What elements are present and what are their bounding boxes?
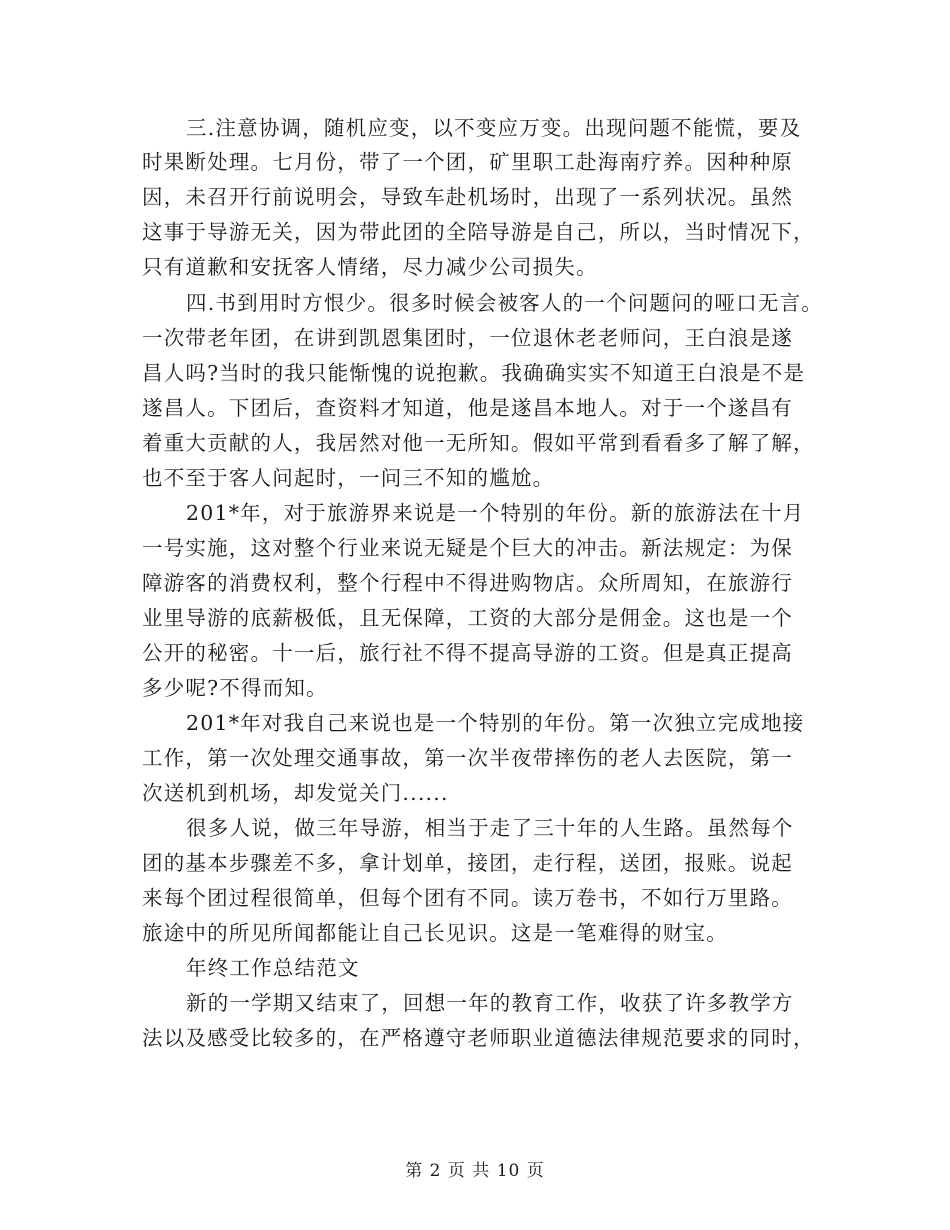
text-line: 只有道歉和安抚客人情绪，尽力减少公司损失。 — [142, 255, 598, 279]
text-line: 很多人说，做三年导游，相当于走了三十年的人生路。虽然每个 — [186, 816, 794, 840]
text-line: 业里导游的底薪极低，且无保障，工资的大部分是佣金。这也是一个 — [142, 606, 793, 630]
text-line: 来每个团过程很简单，但每个团有不同。读万卷书，不如行万里路。 — [142, 886, 793, 910]
text-line: 工作，第一次处理交通事故，第一次半夜带摔伤的老人去医院，第一 — [142, 746, 793, 770]
text-line: 一次带老年团，在讲到凯恩集团时，一位退休老老师问，王白浪是遂 — [142, 326, 793, 350]
page-number-footer: 第 2 页 共 10 页 — [405, 1161, 545, 1181]
text-line: 遂昌人。下团后，查资料才知道，他是遂昌本地人。对于一个遂昌有 — [142, 396, 793, 420]
text-line: 201*年对我自己来说也是一个特别的年份。第一次独立完成地接 — [186, 711, 805, 735]
text-line: 公开的秘密。十一后，旅行社不得不提高导游的工资。但是真正提高 — [142, 641, 793, 665]
text-line: 四.书到用时方恨少。很多时候会被客人的一个问题问的哑口无言。 — [186, 291, 824, 315]
text-line: 障游客的消费权利，整个行程中不得进购物店。众所周知，在旅游行 — [142, 571, 793, 595]
text-line: 昌人吗?当时的我只能惭愧的说抱歉。我确确实实不知道王白浪是不是 — [142, 361, 806, 385]
text-line: 法以及感受比较多的，在严格遵守老师职业道德法律规范要求的同时， — [142, 1026, 815, 1050]
text-line: 着重大贡献的人，我居然对他一无所知。假如平常到看看多了解了解， — [142, 431, 815, 455]
text-line: 旅途中的所见所闻都能让自己长见识。这是一笔难得的财宝。 — [142, 921, 728, 945]
text-line: 新的一学期又结束了，回想一年的教育工作，收获了许多教学方 — [186, 991, 794, 1015]
text-line: 多少呢?不得而知。 — [142, 676, 328, 700]
text-line: 因，未召开行前说明会，导致车赴机场时，出现了一系列状况。虽然 — [142, 185, 793, 209]
text-line: 团的基本步骤差不多，拿计划单，接团，走行程，送团，报账。说起 — [142, 851, 793, 875]
text-line: 这事于导游无关，因为带此团的全陪导游是自己，所以，当时情况下， — [142, 220, 815, 244]
text-line: 三.注意协调，随机应变，以不变应万变。出现问题不能慌，要及 — [186, 116, 802, 140]
text-line: 一号实施，这对整个行业来说无疑是个巨大的冲击。新法规定：为保 — [142, 536, 793, 560]
text-line: 201*年，对于旅游界来说是一个特别的年份。新的旅游法在十月 — [186, 501, 805, 525]
text-line: 时果断处理。七月份，带了一个团，矿里职工赴海南疗养。因种种原 — [142, 150, 793, 174]
text-line: 也不至于客人问起时，一问三不知的尴尬。 — [142, 466, 555, 490]
section-heading: 年终工作总结范文 — [186, 956, 360, 980]
text-line: 次送机到机场，却发觉关门...... — [142, 781, 449, 805]
